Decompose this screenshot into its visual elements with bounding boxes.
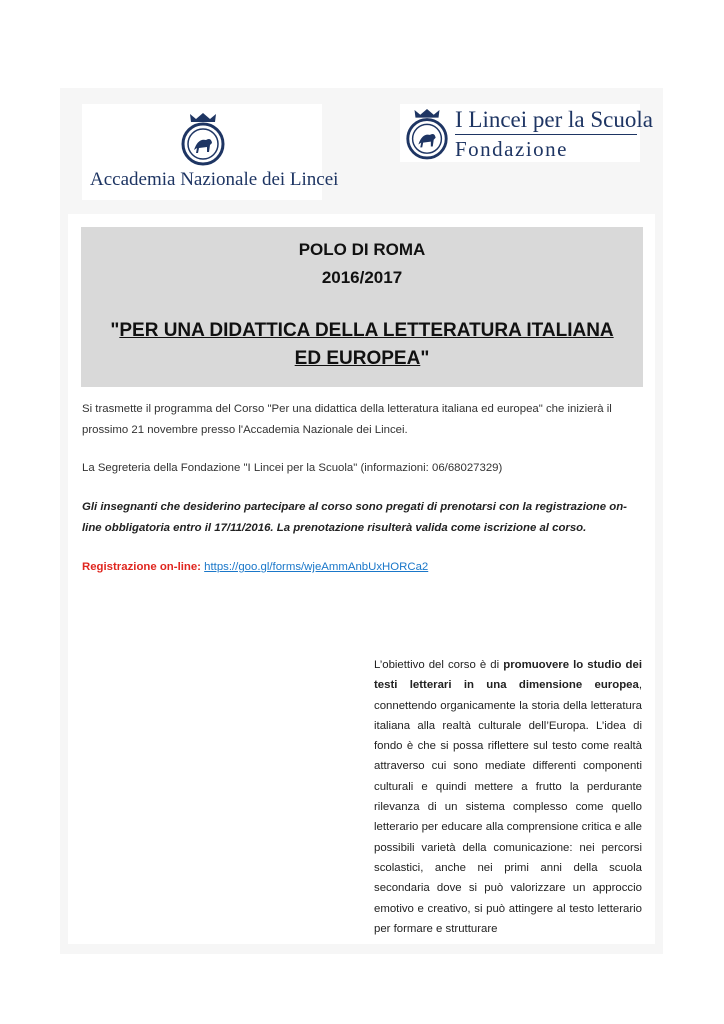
logo-divider [455, 134, 637, 135]
accademia-lincei-logo [82, 104, 339, 200]
title-open-quote: " [110, 320, 120, 341]
secretariat-paragraph: La Segreteria della Fondazione "I Lincei per la Scuola" (informazioni: 06/68027329) [82, 462, 503, 474]
banner-location: POLO DI ROMA [298, 240, 426, 259]
registration-line [82, 557, 637, 578]
course-description [374, 655, 642, 939]
registration-label: Registrazione on-line: [82, 561, 201, 573]
intro-paragraph: Si trasmette il programma del Corso "Per una didattica della letteratura italiana ed europea" che inizierà il prossimo 21 novembre presso l'Accademia Nazionale dei Lincei. [82, 403, 612, 436]
registration-notice: Gli insegnanti che desiderino partecipare al corso sono pregati di prenotarsi con la registrazione on-line obbligatoria entro il 17/11/2016. La prenotazione risulterà valida come iscrizione al corso. [82, 501, 627, 534]
course-text-rest: , connettendo organicamente la storia della letteratura italiana alla realtà culturale dell’Europa. L’idea di fondo è che si possa riflettere sul testo come realtà attraverso cui sono mediate differenti componenti culturali e quindi mettere a frutto la perdurante rilevanza di un sistema complesso come quello letterario per educare alla comprensione critica e alle possibili varietà della comunicazione: nei percorsi scolastici, anche nei primi anni della scuola secondaria dove si può valorizzare un approccio emotivo e creativo, si può attingere al testo letterario per formare e strutturare [374, 679, 642, 935]
title-text-1: PER UNA DIDATTICA DELLA LETTERATURA ITALIANA [119, 320, 614, 341]
registration-link[interactable]: https://goo.gl/forms/wjeAmmAnbUxHORCa2 [204, 561, 429, 573]
accademia-name-text: Accademia Nazionale dei Lincei [90, 169, 339, 190]
course-text-bold: promuovere lo studio dei testi letterari in una dimensione europea [374, 659, 642, 692]
lincei-scuola-name: I Lincei per la Scuola [455, 107, 653, 132]
lincei-crest-icon [178, 110, 228, 166]
title-close-quote: " [420, 348, 430, 369]
lincei-crest-icon [403, 106, 451, 160]
lincei-scuola-logo [400, 104, 653, 162]
fondazione-text: Fondazione [455, 137, 568, 161]
course-banner [81, 227, 643, 387]
title-text-2: ED EUROPEA [294, 348, 421, 369]
banner-title-line1 [81, 320, 643, 342]
course-text-start: L’obiettivo del corso è di [374, 659, 504, 671]
banner-year: 2016/2017 [321, 268, 403, 287]
banner-title-line2 [81, 348, 643, 370]
